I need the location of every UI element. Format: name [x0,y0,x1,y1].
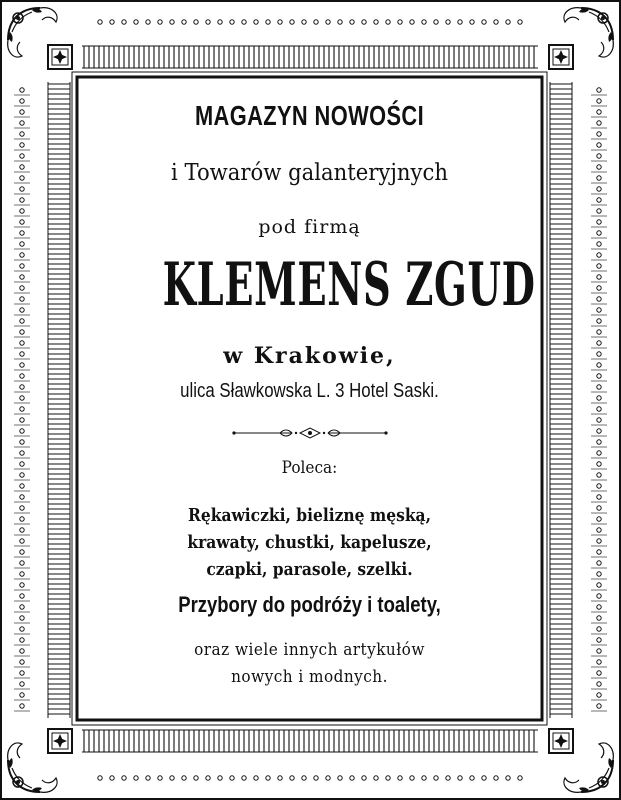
rosette-tile-icon [549,45,573,69]
frame-stripe-band-top [82,46,538,68]
closing-line: oraz wiele innych artykułów [194,640,425,660]
frame-stripe-band-left [48,82,70,718]
travel-goods-line: Przybory do podróży i toalety, [178,592,441,617]
product-list [112,502,507,583]
shop-subheading: i Towarów galanteryjnych [170,160,449,186]
frame-stripe-band-bottom [82,730,538,752]
rosette-tile-icon [48,45,72,69]
city-line: w Krakowie, [223,343,396,369]
firm-intro: pod firmą [258,216,361,238]
firm-name: KLEMENS ZGUD [162,250,536,320]
shop-heading: MAGAZYN NOWOŚCI [194,100,425,131]
closing-text [103,637,516,691]
address-line: ulica Sławkowska L. 3 Hotel Saski. [180,380,439,402]
product-line: czapki, parasole, szelki. [206,559,413,580]
product-line: Rękawiczki, bieliznę męską, [188,505,431,526]
advert-panel [80,80,539,717]
recommend-label: Poleca: [281,458,338,478]
rosette-tile-icon [48,729,72,753]
frame-stripe-band-right [550,82,572,718]
product-line: krawaty, chustki, kapelusze, [187,532,432,553]
closing-line: nowych i modnych. [231,667,388,687]
scroll-divider-icon [230,425,390,441]
rosette-tile-icon [549,729,573,753]
